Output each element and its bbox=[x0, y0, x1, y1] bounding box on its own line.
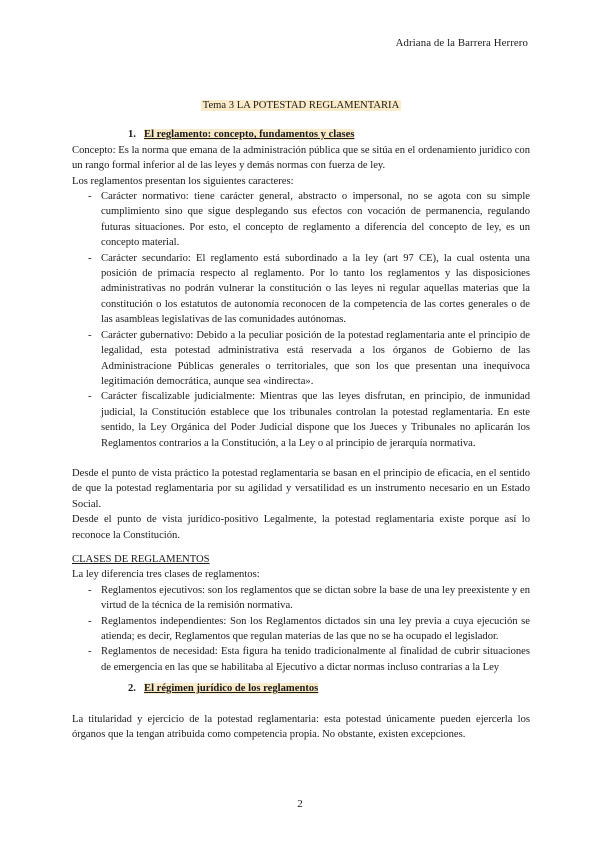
concepto-paragraph: Concepto: Es la norma que emana de la administración pública que se sitúa en el ordenamiento jurídico con un rango formal inferior al de las leyes y demás normas con fuerza de ley. bbox=[72, 144, 530, 172]
caracteres-list bbox=[72, 189, 530, 451]
clases-intro: La ley diferencia tres clases de reglamentos: bbox=[72, 569, 260, 581]
bullet-dash: - bbox=[88, 646, 92, 658]
list-item bbox=[72, 583, 530, 614]
list-item bbox=[72, 251, 530, 328]
list-item-text: Carácter normativo: tiene carácter general, abstracto o impersonal, no se agota con su simple cumplimiento sino que sigue desplegando sus efectos con vocación de permanencia, regulando futuras situaciones. Por esto, el concepto de reglamento a diferencia del concepto de ley, es un concepto material. bbox=[101, 191, 530, 249]
list-item-text: Carácter gubernativo: Debido a la peculiar posición de la potestad reglamentaria ante el principio de legalidad, esta potestad administrativa está reservada a los órganos de Gobierno de las Administracione Públicas generales o territoriales, que son los que presentan una inequívoca legitimación democrática, aunque sea «indirecta». bbox=[101, 329, 530, 387]
list-item bbox=[72, 328, 530, 390]
bullet-dash: - bbox=[88, 191, 92, 203]
bullet-dash: - bbox=[88, 615, 92, 627]
section-2-title: El régimen jurídico de los reglamentos bbox=[144, 683, 319, 695]
section-1-title: El reglamento: concepto, fundamentos y clases bbox=[144, 129, 355, 141]
list-item bbox=[72, 614, 530, 645]
list-item bbox=[72, 389, 530, 451]
list-item-text: Carácter secundario: El reglamento está subordinado a la ley (art 97 CE), la cual ostenta una posición de primacía respecto al reglamento. Por lo tanto los reglamentos y las disposiciones administrativas no podrán vulnerar la constitución o las leyes ni regular aquellas materias que la constitución o los estatutos de autonomía reconocen de la competencia de las cortes generales o de las asambleas legislativas de las comunidades autónomas. bbox=[101, 252, 530, 326]
list-item-text: Reglamentos independientes: Son los Reglamentos dictados sin una ley previa a cuya ejecución se atienda; es decir, Reglamentos que regulan materias de las que no se ha ocupado el legislador. bbox=[101, 615, 530, 642]
list-item-text: Carácter fiscalizable judicialmente: Mientras que las leyes disfrutan, en principio, de inmunidad judicial, la Constitución establece que los tribunales controlan la potestad reglamentaria. En este sentido, la Ley Orgánica del Poder Judicial dispone que los Jueces y Tribunales no aplicarán los Reglamentos contrarios a la Constitución, a la Ley o al principio de jerarquía normativa. bbox=[101, 391, 530, 449]
bullet-dash: - bbox=[88, 329, 92, 341]
clases-heading: CLASES DE REGLAMENTOS bbox=[72, 553, 210, 565]
section-2-paragraph: La titularidad y ejercicio de la potestad reglamentaria: esta potestad únicamente pueden ejercerla los órganos que la tengan atribuida como competencia propia. No obstante, existen excepciones. bbox=[72, 713, 530, 741]
document-title-text: Tema 3 LA POTESTAD REGLAMENTARIA bbox=[202, 100, 400, 111]
page-number: 2 bbox=[297, 798, 303, 810]
caracteres-intro: Los reglamentos presentan los siguientes caracteres: bbox=[72, 175, 294, 187]
list-item bbox=[72, 644, 530, 675]
bullet-dash: - bbox=[88, 252, 92, 264]
header-author: Adriana de la Barrera Herrero bbox=[395, 37, 528, 49]
clases-list bbox=[72, 583, 530, 675]
list-item-text: Reglamentos de necesidad: Esta figura ha tenido tradicionalmente al finalidad de cubrir situaciones de emergencia en las que se habilitaba al Ejecutivo a dictar normas incluso contrarias a la Ley bbox=[101, 646, 530, 673]
page-content bbox=[72, 98, 530, 742]
document-title bbox=[72, 98, 530, 113]
section-1-number: 1. bbox=[128, 129, 136, 141]
bullet-dash: - bbox=[88, 584, 92, 596]
bullet-dash: - bbox=[88, 391, 92, 403]
section-2-number: 2. bbox=[128, 683, 136, 695]
section-1-heading bbox=[72, 127, 530, 142]
juridico-paragraph: Desde el punto de vista jurídico-positivo Legalmente, la potestad reglamentaria existe porque así lo reconoce la Constitución. bbox=[72, 514, 530, 541]
section-2-heading bbox=[72, 681, 530, 696]
list-item bbox=[72, 189, 530, 251]
list-item-text: Reglamentos ejecutivos: son los reglamentos que se dictan sobre la base de una ley preexistente y en virtud de la técnica de la remisión normativa. bbox=[101, 584, 530, 612]
practico-paragraph: Desde el punto de vista práctico la potestad reglamentaria se basan en el principio de eficacia, en el sentido de que la potestad reglamentaria por su agilidad y versatilidad es un instrumento necesario en un Estado Social. bbox=[72, 467, 530, 510]
